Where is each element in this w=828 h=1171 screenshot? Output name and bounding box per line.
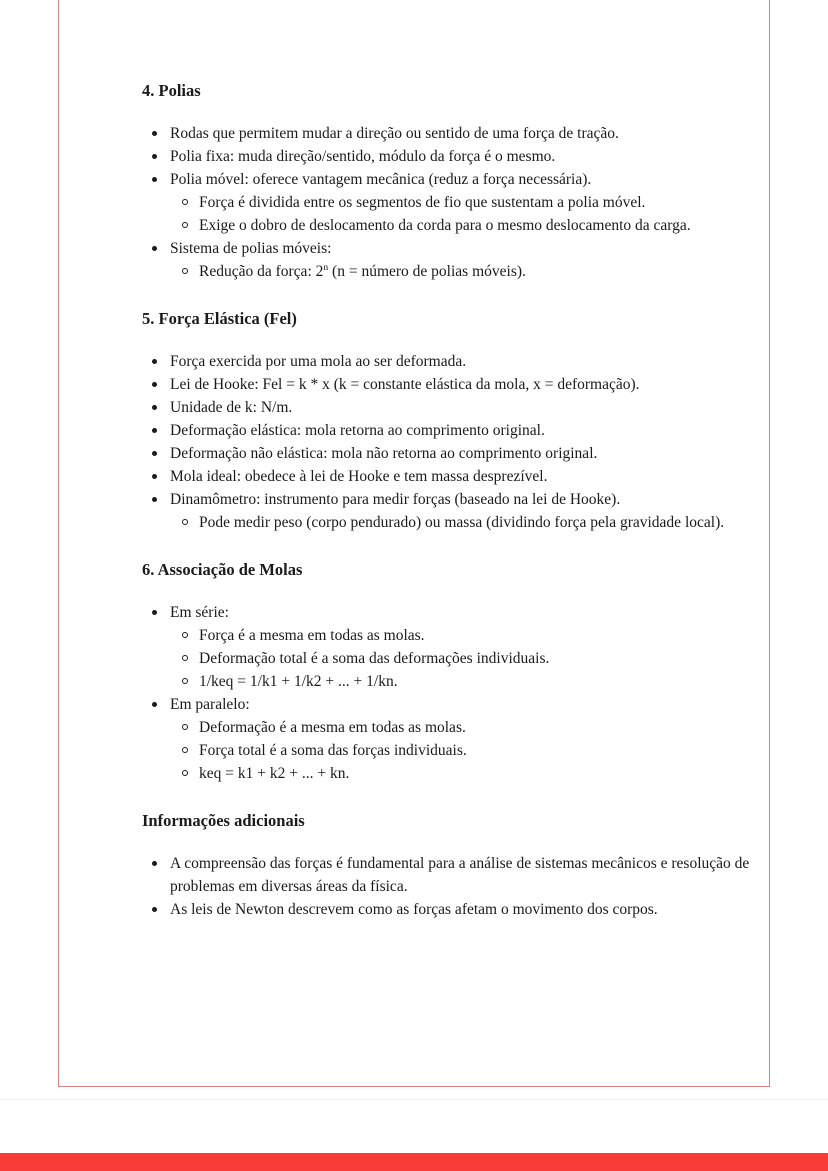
list-item-text: Unidade de k: N/m.	[170, 399, 293, 416]
section-heading: 4. Polias	[142, 81, 201, 100]
list-item-text: keq = k1 + k2 + ... + kn.	[199, 765, 350, 782]
list-item	[142, 716, 795, 739]
list-item	[142, 762, 795, 785]
list-item	[142, 396, 795, 419]
bullet-icon	[152, 474, 157, 479]
list-item-text: Pode medir peso (corpo pendurado) ou massa (dividindo força pela gravidade local).	[199, 514, 725, 531]
list-item-text: Força exercida por uma mola ao ser deformada.	[170, 353, 467, 370]
bullet-icon	[152, 405, 157, 410]
list-item-text: Deformação é a mesma em todas as molas.	[199, 719, 466, 736]
list-item	[142, 739, 795, 762]
list-item	[142, 122, 795, 145]
sub-bullet-icon	[182, 268, 188, 274]
bullet-icon	[152, 382, 157, 387]
sub-bullet-icon	[182, 678, 188, 684]
bullet-icon	[152, 451, 157, 456]
list-item	[142, 693, 795, 716]
section	[142, 79, 795, 283]
list-item-text: Força é a mesma em todas as molas.	[199, 627, 425, 644]
list-item	[142, 442, 795, 465]
list-item	[142, 852, 795, 898]
list-item-text: A compreensão das forças é fundamental para a análise de sistemas mecânicos e resolução de problemas em diversas áreas da física.	[170, 855, 750, 895]
list-item	[142, 647, 795, 670]
list-item	[142, 670, 795, 693]
list-item-text: 1/keq = 1/k1 + 1/k2 + ... + 1/kn.	[199, 673, 398, 690]
list-item	[142, 465, 795, 488]
list-item	[142, 419, 795, 442]
list-item	[142, 350, 795, 373]
document-body	[142, 79, 795, 945]
page-frame	[58, 0, 770, 1087]
list-item-text: Polia fixa: muda direção/sentido, módulo da força é o mesmo.	[170, 148, 556, 165]
list-item-text: Polia móvel: oferece vantagem mecânica (reduz a força necessária).	[170, 171, 592, 188]
list-item-text: Deformação total é a soma das deformações individuais.	[199, 650, 550, 667]
sub-bullet-icon	[182, 222, 188, 228]
sub-bullet-icon	[182, 632, 188, 638]
bullet-icon	[152, 497, 157, 502]
section	[142, 307, 795, 534]
list-item	[142, 373, 795, 396]
bullet-icon	[152, 610, 157, 615]
list-item-text: Em série:	[170, 604, 229, 621]
list-item-text: Redução da força: 2$^n$ (n = número de polias móveis).	[199, 261, 526, 280]
sub-bullet-icon	[182, 770, 188, 776]
list-item-text: Sistema de polias móveis:	[170, 240, 332, 257]
section-heading: 5. Força Elástica (Fel)	[142, 309, 297, 328]
sub-bullet-icon	[182, 199, 188, 205]
bullet-icon	[152, 702, 157, 707]
bullet-icon	[152, 246, 157, 251]
list-item	[142, 237, 795, 260]
list-item-text: Exige o dobro de deslocamento da corda para o mesmo deslocamento da carga.	[199, 217, 691, 234]
bullet-icon	[152, 861, 157, 866]
bullet-icon	[152, 154, 157, 159]
bottom-red-bar	[0, 1153, 828, 1171]
list-item	[142, 898, 795, 921]
list-item-text: Deformação elástica: mola retorna ao comprimento original.	[170, 422, 545, 439]
list-item-text: Força é dividida entre os segmentos de fio que sustentam a polia móvel.	[199, 194, 646, 211]
bullet-icon	[152, 359, 157, 364]
section-heading: Informações adicionais	[142, 811, 305, 830]
list-item	[142, 191, 795, 214]
bullet-icon	[152, 131, 157, 136]
sub-bullet-icon	[182, 724, 188, 730]
list-item-text: Lei de Hooke: Fel = k * x (k = constante elástica da mola, x = deformação).	[170, 376, 640, 393]
sub-bullet-icon	[182, 655, 188, 661]
page-separator-line	[0, 1099, 828, 1100]
section	[142, 809, 795, 921]
list-item-text: As leis de Newton descrevem como as forças afetam o movimento dos corpos.	[170, 901, 658, 918]
list-item-text: Dinamômetro: instrumento para medir forças (baseado na lei de Hooke).	[170, 491, 621, 508]
sub-bullet-icon	[182, 747, 188, 753]
list-item-text: Rodas que permitem mudar a direção ou sentido de uma força de tração.	[170, 125, 619, 142]
list-item	[142, 260, 795, 283]
list-item	[142, 601, 795, 624]
list-item-text: Deformação não elástica: mola não retorna ao comprimento original.	[170, 445, 598, 462]
bullet-icon	[152, 177, 157, 182]
sub-bullet-icon	[182, 519, 188, 525]
bullet-icon	[152, 428, 157, 433]
list-item	[142, 214, 795, 237]
list-item	[142, 168, 795, 191]
list-item	[142, 145, 795, 168]
list-item-text: Força total é a soma das forças individuais.	[199, 742, 467, 759]
list-item-text: Em paralelo:	[170, 696, 250, 713]
bullet-icon	[152, 907, 157, 912]
section	[142, 558, 795, 785]
list-item	[142, 488, 795, 511]
section-heading: 6. Associação de Molas	[142, 560, 303, 579]
list-item	[142, 511, 795, 534]
list-item-text: Mola ideal: obedece à lei de Hooke e tem massa desprezível.	[170, 468, 548, 485]
list-item	[142, 624, 795, 647]
